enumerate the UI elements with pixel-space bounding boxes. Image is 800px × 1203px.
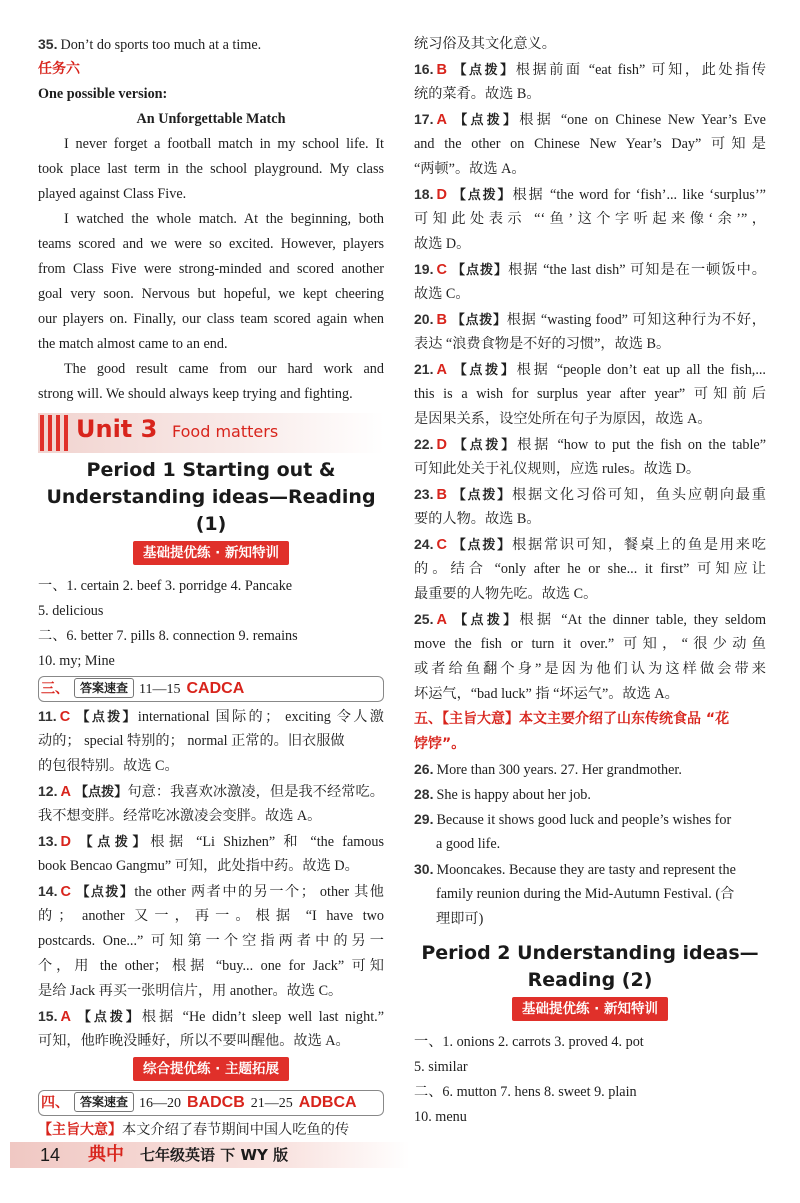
unit-subtitle: Food matters: [172, 422, 279, 441]
item-16-cont: 统的菜肴。故选 B。: [414, 86, 541, 102]
item-22-cont: 可知此处关于礼仪规则，应选 rules。故选 D。: [414, 461, 701, 477]
item-35: 35. Don’t do sports too much at a time.: [38, 36, 262, 53]
answers-11-15: CADCA: [186, 680, 245, 697]
item-18: 18. D 【点拨】根据 “the word for ‘fish’... like ‘surplus’”: [414, 186, 766, 203]
item-14-cont: postcards. One...” 可知第一个空指两者中的另一: [38, 933, 384, 949]
item-28: 28. She is happy about her job.: [414, 786, 591, 803]
item-19: 19. C 【点拨】根据 “the last dish” 可知是在一顿饭中。: [414, 261, 766, 278]
item-20: 20. B 【点拨】根据 “wasting food” 可知这种行为不好，: [414, 311, 766, 328]
item-11: 11. C 【点拨】international 国际的； exciting 令人激: [38, 708, 384, 725]
section-one-answers-cont: 5. delicious: [38, 603, 104, 619]
essay-line: the match almost came to an end.: [38, 336, 228, 352]
p2-section-two-answers: 二、6. mutton 7. hens 8. sweet 9. plain: [414, 1084, 637, 1100]
essay-line: The good result came from our hard work and: [64, 361, 384, 377]
item-11-cont: 的包很特别。故选 C。: [38, 758, 179, 774]
section-two-answers-cont: 10. my; Mine: [38, 653, 115, 669]
period-2-title-line-2: Reading (2): [527, 969, 653, 991]
item-17: 17. A 【点拨】根据 “one on Chinese New Year’s Eve: [414, 111, 766, 128]
item-29-cont: a good life.: [436, 836, 501, 852]
unit-stripes-decoration: [40, 415, 68, 451]
p2-section-one-answers: 一、1. onions 2. carrots 3. proved 4. pot: [414, 1034, 644, 1050]
period-2-title-line-1: Period 2 Understanding ideas—: [421, 942, 759, 964]
item-14-cont: 个，用 the other；根据 “buy... one for Jack” 可知: [38, 958, 384, 974]
item-21-cont: this is a wish for surplus year after year” 可知前后: [414, 386, 766, 402]
item-26-27: 26. More than 300 years. 27. Her grandmother.: [414, 761, 682, 778]
item-25-cont: move the fish or turn it over.” 可知，“很少动鱼: [414, 636, 766, 652]
item-30: 30. Mooncakes. Because they are tasty and represent the: [414, 861, 736, 878]
essay-line: took place last term in the school playground. My class: [38, 161, 384, 177]
item-14-cont: 是给 Jack 再买一张明信片，用 another。故选 C。: [38, 983, 343, 999]
item-11-cont: 动的； special 特别的； normal 正常的。旧衣服做: [38, 733, 345, 749]
item-23-cont: 要的人物。故选 B。: [414, 511, 541, 527]
p2-section-two-answers-cont: 10. menu: [414, 1109, 467, 1125]
item-18-cont: 故选 D。: [414, 236, 471, 252]
essay-line: goal very soon. Nervous but hopeful, we kept cheering: [38, 286, 384, 302]
unit-title: Unit 3: [76, 415, 158, 443]
item-15-cont: 可知，他昨晚没睡好，所以不要叫醒他。故选 A。: [38, 1033, 350, 1049]
item-14: 14. C 【点拨】the other 两者中的另一个； other 其他: [38, 883, 384, 900]
item-17-cont: “两顿”。故选 A。: [414, 161, 526, 177]
essay-line: I never forget a football match in my school life. It: [64, 136, 384, 152]
item-23: 23. B 【点拨】根据文化习俗可知，鱼头应朝向最重: [414, 486, 766, 503]
item-25-cont: 坏运气，“bad luck” 指 “坏运气”。故选 A。: [414, 686, 679, 702]
item-29: 29. Because it shows good luck and people’s wishes for: [414, 811, 732, 828]
section-four-answer-box: 四、 答案速查 16—20 BADCB 21—25 ADBCA: [38, 1090, 384, 1116]
book-title: 七年级英语 下 WY 版: [140, 1146, 289, 1164]
task-six-heading: 任务六: [38, 61, 80, 77]
item-30-cont: family reunion during the Mid-Autumn Festival. (合: [436, 886, 735, 902]
item-12: 12. A 【点拨】句意：我喜欢冰激凌，但是我不经常吃。: [38, 783, 384, 800]
item-19-cont: 故选 C。: [414, 286, 470, 302]
item-12-cont: 我不想变胖。经常吃冰激凌会变胖。故选 A。: [38, 808, 322, 824]
right-column: [414, 32, 766, 1130]
main-idea-cont: 统习俗及其文化意义。: [414, 36, 556, 52]
item-15: 15. A 【点拨】根据 “He didn’t sleep well last night.”: [38, 1008, 384, 1025]
section-three-answer-box: 三、 答案速查 11—15 CADCA: [38, 676, 384, 702]
essay-line: I watched the whole match. At the beginning, both: [64, 211, 384, 227]
left-column: [38, 32, 384, 1143]
period-1-title-line-2: Understanding ideas—Reading (1): [46, 486, 376, 535]
essay-line: played against Class Five.: [38, 186, 187, 202]
possible-version-label: One possible version:: [38, 86, 168, 102]
item-24-cont: 最重要的人物先吃。故选 C。: [414, 586, 598, 602]
item-22: 22. D 【点拨】根据 “how to put the fish on the table”: [414, 436, 766, 453]
page-footer: [10, 1138, 410, 1172]
item-24-cont: 的。结合 “only after he or she... it first” 可知应让: [414, 561, 766, 577]
essay-title: An Unforgettable Match: [136, 111, 286, 127]
section-ribbon-basic: 基础提优练 · 新知特训: [133, 541, 289, 565]
item-25-cont: 或者给鱼翻个身”是因为他们认为这样做会带来: [414, 661, 766, 677]
item-25: 25. A 【点拨】根据 “At the dinner table, they seldom: [414, 611, 766, 628]
item-24: 24. C 【点拨】根据常识可知，餐桌上的鱼是用来吃: [414, 536, 766, 553]
item-13: 13. D 【点拨】根据 “Li Shizhen” 和 “the famous: [38, 833, 384, 850]
essay-line: from Class Five were strong-minded and scored another: [38, 261, 384, 277]
item-20-cont: 表达 “浪费食物是不好的习惯”，故选 B。: [414, 336, 671, 352]
page-number: 14: [40, 1145, 61, 1165]
unit-banner: [38, 413, 384, 453]
item-30-cont: 理即可): [436, 911, 484, 927]
item-18-cont: 可知此处表示 “‘鱼’这个字听起来像‘余’”，: [414, 211, 766, 227]
item-17-cont: and the other on Chinese New Year’s Day” 可知是: [414, 136, 766, 152]
section-two-answers: 二、6. better 7. pills 8. connection 9. remains: [38, 628, 298, 644]
essay-line: strong will. We should always keep trying and fighting.: [38, 386, 353, 402]
period-1-title-line-1: Period 1 Starting out &: [86, 459, 336, 481]
item-16: 16. B 【点拨】根据前面 “eat fish” 可知，此处指传: [414, 61, 766, 78]
item-21: 21. A 【点拨】根据 “people don’t eat up all the fish,...: [414, 361, 766, 378]
item-21-cont: 是因果关系，设空处所在句子为原因，故选 A。: [414, 411, 712, 427]
section-five-main-idea-cont: 饽饽”。: [414, 736, 466, 752]
item-14-cont: 的； another 又一，再一。根据 “I have two: [38, 908, 384, 924]
answers-21-25: ADBCA: [298, 1094, 357, 1111]
section-ribbon-comprehensive: 综合提优练 · 主题拓展: [133, 1057, 289, 1081]
answer-speed-label: 答案速查: [74, 678, 134, 698]
p2-section-one-answers-cont: 5. similar: [414, 1059, 468, 1075]
essay-line: our players on. Finally, our class team scored again when: [38, 311, 384, 327]
section-one-answers: 一、1. certain 2. beef 3. porridge 4. Pancake: [38, 578, 293, 594]
item-13-cont: book Bencao Gangmu” 可知，此处指中药。故选 D。: [38, 858, 359, 874]
answers-16-20: BADCB: [187, 1094, 245, 1111]
section-five-main-idea: 五、【主旨大意】本文主要介绍了山东传统食品 “花: [414, 711, 730, 727]
brand-logo: 典中: [88, 1144, 124, 1165]
essay-line: teams scored and we were so excited. However, players: [38, 236, 384, 252]
section-ribbon-basic-2: 基础提优练 · 新知特训: [512, 997, 668, 1021]
answer-speed-label: 答案速查: [74, 1092, 134, 1112]
main-idea-line: 【主旨大意】本文介绍了春节期间中国人吃鱼的传: [38, 1122, 350, 1138]
